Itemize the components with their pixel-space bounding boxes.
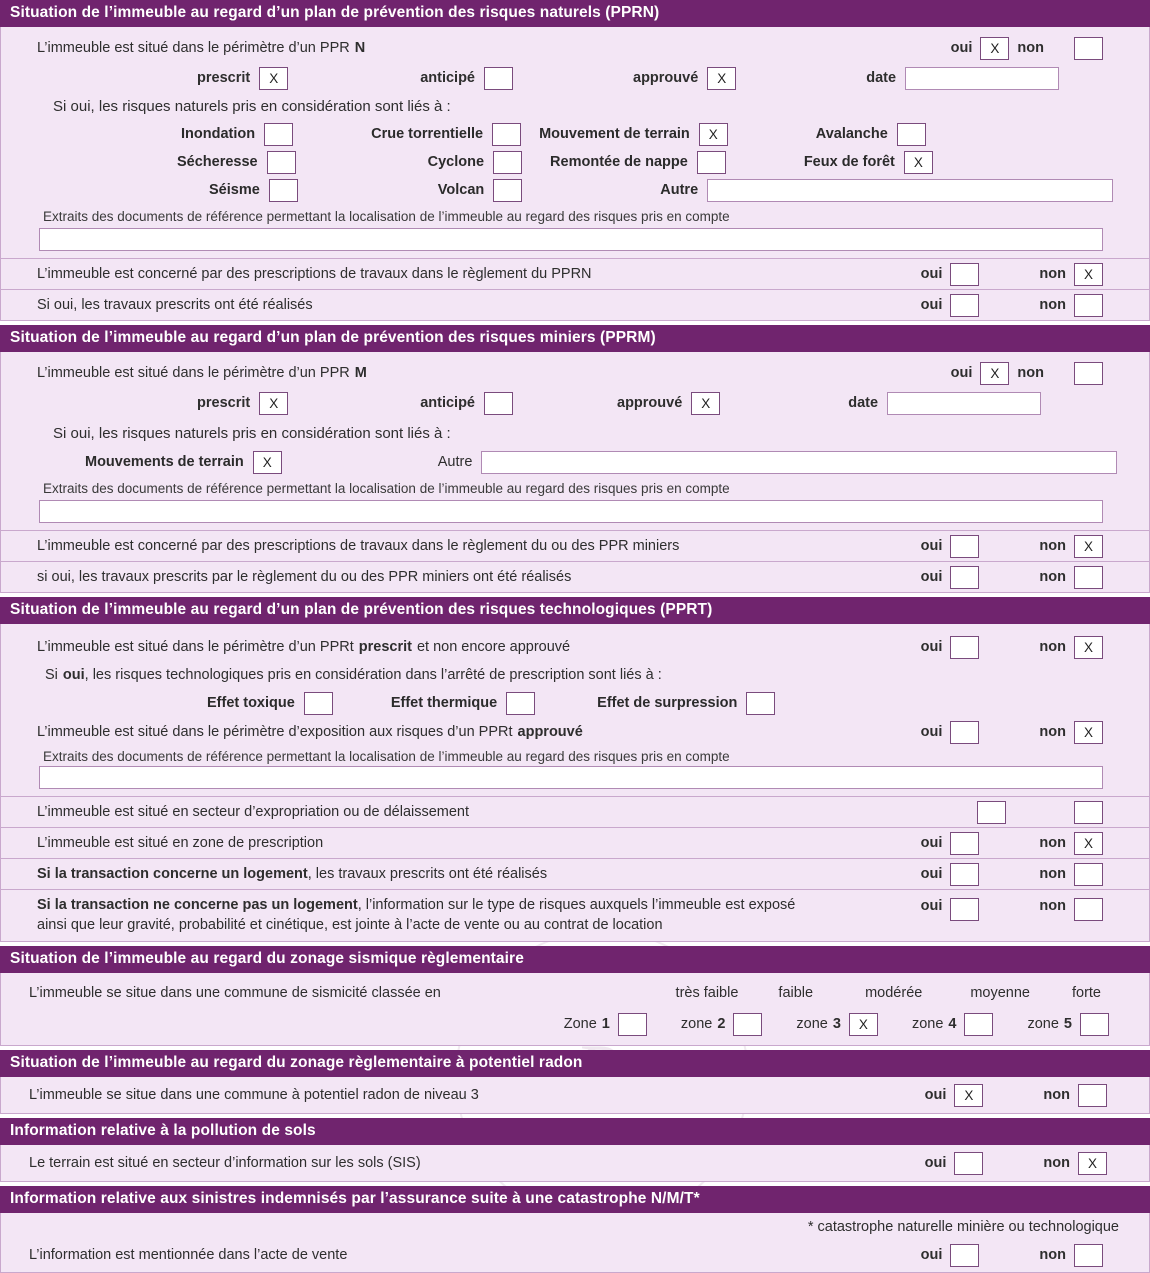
sinistres-note-row (1, 1213, 1149, 1238)
pprm-approuve-checkbox[interactable]: X (691, 392, 720, 415)
pprm-prescriptions-non-label: non (1039, 538, 1066, 554)
pprm-status-row (1, 388, 1149, 418)
pprn-travaux-row (1, 289, 1149, 320)
pprt-effet-label-thermique: Effet thermique (390, 695, 498, 711)
pprn-travaux-oui-label: oui (920, 297, 943, 313)
pprm-perimetre-oui-label: oui (950, 365, 973, 381)
pprn-travaux-label: Si oui, les travaux prescrits ont été réalisés (37, 297, 313, 313)
pprn-risk-checkbox-crue-torrentielle[interactable] (492, 123, 521, 146)
pprn-risks-row-3 (1, 176, 1149, 204)
pprn-perimetre-non-label: non (1017, 40, 1044, 56)
pprt-zone-prescription-label: L’immeuble est situé en zone de prescription (37, 835, 324, 851)
pprm-prescrit-checkbox[interactable]: X (259, 392, 288, 415)
sismique-zone-checkbox-5[interactable] (1080, 1013, 1109, 1036)
pprn-risk-checkbox-cyclone[interactable] (493, 151, 522, 174)
pprn-siqui-label: Si oui, les risques naturels pris en considération sont liés à : (53, 98, 451, 115)
pollution-line1-label: Le terrain est situé en secteur d’information sur les sols (SIS) (29, 1155, 421, 1171)
pprt-extraits-row (1, 746, 1149, 766)
sismique-zone-number-2: 2 (717, 1016, 726, 1032)
pprt-pas-logement-non-checkbox[interactable] (1074, 898, 1103, 921)
pprm-perimetre-label: L’immeuble est situé dans le périmètre d’un PPR (37, 365, 350, 381)
pprn-risk-checkbox-feux-de-foret[interactable]: X (904, 151, 933, 174)
sismique-zone-number-3: 3 (832, 1016, 841, 1032)
pprn-prescriptions-oui-checkbox[interactable] (950, 263, 979, 286)
pprm-prescriptions-row (1, 530, 1149, 561)
pprm-extraits-label: Extraits des documents de référence permettant la localisation de l’immeuble au regard des risques pris en compte (43, 480, 730, 496)
pprn-prescrit-checkbox[interactable]: X (259, 67, 288, 90)
pprn-perimetre-label: L’immeuble est situé dans le périmètre d’un PPR (37, 40, 350, 56)
sismique-zone-number-1: 1 (601, 1016, 610, 1032)
pprm-anticipe-label: anticipé (420, 395, 475, 411)
pprt-extraits-label: Extraits des documents de référence permettant la localisation de l’immeuble au regard des risques pris en compte (43, 748, 730, 764)
pprm-perimetre-non-label: non (1017, 365, 1044, 381)
section-header-sismique: Situation de l’immeuble au regard du zonage sismique règlementaire (0, 946, 1150, 973)
pprt-si-label: Si (45, 667, 58, 683)
pprn-risk-checkbox-volcan[interactable] (493, 179, 522, 202)
pprn-risk-label-feux-de-foret: Feux de forêt (803, 154, 895, 170)
sinistres-oui-checkbox[interactable] (950, 1244, 979, 1267)
pprn-anticipe-label: anticipé (420, 70, 475, 86)
sismique-line1-label: L’immeuble se situe dans une commune de sismicité classée en (29, 985, 441, 1001)
pprn-status-row (1, 63, 1149, 93)
pprn-perimetre-oui-checkbox[interactable]: X (980, 37, 1009, 60)
section-header-pprn: Situation de l’immeuble au regard d’un plan de prévention des risques naturels (PPRN) (0, 0, 1150, 27)
pprn-extraits-field[interactable] (39, 228, 1103, 251)
pprt-pas-logement-row (1, 889, 1149, 941)
pprt-perimetre-prescrit-bold: prescrit (358, 639, 412, 655)
sinistres-oui-label: oui (920, 1247, 943, 1263)
pprn-risk-label-secheresse: Sécheresse (177, 154, 258, 170)
pprt-effet-checkbox-surpression[interactable] (746, 692, 775, 715)
pprm-siqui-label: Si oui, les risques naturels pris en considération sont liés à : (53, 424, 451, 442)
sismique-zones-row (1, 1008, 1149, 1045)
pprn-perimetre-row (1, 27, 1149, 63)
sismique-zone-checkbox-4[interactable] (964, 1013, 993, 1036)
pprt-pas-logement-non-label: non (1039, 898, 1066, 914)
pollution-non-label: non (1043, 1155, 1070, 1171)
pprt-si-rest: , les risques technologiques pris en considération dans l’arrêté de prescription sont liés à : (84, 667, 662, 683)
pprt-perimetre-approuve-label: L’immeuble est situé dans le périmètre d’exposition aux risques d’un PPRt (37, 724, 513, 740)
section-header-sinistres: Information relative aux sinistres indemnisés par l’assurance suite à une catastrophe N/M/T* (0, 1186, 1150, 1213)
pprt-zone-prescription-non-checkbox[interactable]: X (1074, 832, 1103, 855)
sismique-zone-number-5: 5 (1063, 1016, 1072, 1032)
pprm-perimetre-non-checkbox[interactable] (1074, 362, 1103, 385)
pprm-perimetre-oui-checkbox[interactable]: X (980, 362, 1009, 385)
pprn-risk-checkbox-seisme[interactable] (269, 179, 298, 202)
pprt-perimetre-approuve-bold: approuvé (517, 724, 583, 740)
section-body-pprt (0, 624, 1150, 942)
pprt-expropriation-row (1, 796, 1149, 827)
pprn-date-label: date (866, 70, 897, 86)
section-header-radon: Situation de l’immeuble au regard du zonage règlementaire à potentiel radon (0, 1050, 1150, 1077)
pprm-travaux-label: si oui, les travaux prescrits par le règlement du ou des PPR miniers ont été réalisés (37, 569, 572, 585)
pprn-approuve-label: approuvé (633, 70, 699, 86)
sinistres-line1-row (1, 1238, 1149, 1272)
pprm-autre-label: Autre (437, 454, 473, 470)
pprt-perimetre-prescrit-non-label: non (1039, 639, 1066, 655)
pprt-logement-label-bold: Si la transaction concerne un logement (37, 866, 308, 882)
pprn-travaux-oui-checkbox[interactable] (950, 294, 979, 317)
pprn-prescriptions-row (1, 258, 1149, 289)
pprn-risk-label-avalanche: Avalanche (815, 126, 888, 142)
pprm-approuve-label: approuvé (617, 395, 683, 411)
pprn-risk-label-volcan: Volcan (437, 182, 485, 198)
sismique-zone-prefix-1: Zone (563, 1016, 597, 1032)
pprn-risks-row-1 (1, 120, 1149, 148)
sismique-line1-row (1, 973, 1149, 1008)
pprm-extraits-row (1, 476, 1149, 500)
pprt-si-oui-row (1, 662, 1149, 688)
pprn-prescriptions-oui-label: oui (920, 266, 943, 282)
pprm-perimetre-label-bold: M (354, 365, 367, 381)
pprt-perimetre-approuve-row (1, 718, 1149, 746)
pprt-pas-logement-oui-checkbox[interactable] (950, 898, 979, 921)
sismique-level-name-5: forte (1071, 985, 1101, 1001)
pprn-risk-checkbox-secheresse[interactable] (267, 151, 296, 174)
pprm-prescriptions-oui-label: oui (920, 538, 943, 554)
pollution-line1-row (1, 1145, 1149, 1181)
section-body-pprm (0, 352, 1150, 593)
pprn-risk-checkbox-avalanche[interactable] (897, 123, 926, 146)
sismique-level-name-4: moyenne (970, 985, 1030, 1001)
pprm-perimetre-row (1, 352, 1149, 388)
pprn-perimetre-label-bold: N (354, 40, 366, 56)
pprm-travaux-oui-checkbox[interactable] (950, 566, 979, 589)
section-body-sinistres (0, 1213, 1150, 1273)
section-header-pprm: Situation de l’immeuble au regard d’un plan de prévention des risques miniers (PPRM) (0, 325, 1150, 352)
sinistres-note-label: * catastrophe naturelle minière ou technologique (807, 1219, 1119, 1235)
pprt-perimetre-prescrit-non-checkbox[interactable]: X (1074, 636, 1103, 659)
sismique-zone-number-4: 4 (948, 1016, 957, 1032)
pprm-prescriptions-oui-checkbox[interactable] (950, 535, 979, 558)
pprn-extraits-row (1, 204, 1149, 228)
pprm-mouvements-label: Mouvements de terrain (85, 454, 244, 470)
pprm-date-field[interactable] (887, 392, 1041, 415)
pprn-perimetre-non-checkbox[interactable] (1074, 37, 1103, 60)
pprm-anticipe-checkbox[interactable] (484, 392, 513, 415)
pprt-perimetre-approuve-oui-checkbox[interactable] (950, 721, 979, 744)
pprt-zone-prescription-oui-checkbox[interactable] (950, 832, 979, 855)
radon-line1-row (1, 1077, 1149, 1113)
pprn-prescriptions-non-checkbox[interactable]: X (1074, 263, 1103, 286)
pprm-risks-row (1, 448, 1149, 476)
pprm-travaux-non-label: non (1039, 569, 1066, 585)
pprt-perimetre-approuve-oui-label: oui (920, 724, 943, 740)
pprm-prescriptions-label: L’immeuble est concerné par des prescriptions de travaux dans le règlement du ou des PPR miniers (37, 538, 680, 554)
pprt-logement-oui-label: oui (920, 866, 943, 882)
radon-line1-label: L’immeuble se situe dans une commune à potentiel radon de niveau 3 (29, 1087, 479, 1103)
sismique-zone-prefix-3: zone (796, 1016, 828, 1032)
pprt-perimetre-approuve-non-checkbox[interactable]: X (1074, 721, 1103, 744)
pprm-mouvements-checkbox[interactable]: X (253, 451, 282, 474)
sinistres-non-label: non (1039, 1247, 1066, 1263)
pprm-travaux-oui-label: oui (920, 569, 943, 585)
pprt-perimetre-prescrit-oui-checkbox[interactable] (950, 636, 979, 659)
pprt-perimetre-approuve-non-label: non (1039, 724, 1066, 740)
pprt-logement-row (1, 858, 1149, 889)
pprn-risk-label-cyclone: Cyclone (427, 154, 485, 170)
radon-non-label: non (1043, 1087, 1070, 1103)
pprn-prescriptions-label: L’immeuble est concerné par des prescriptions de travaux dans le règlement du PPRN (37, 266, 592, 282)
pprn-autre-field[interactable] (707, 179, 1113, 202)
section-body-pprn (0, 27, 1150, 321)
pprn-risk-checkbox-inondation[interactable] (264, 123, 293, 146)
pprt-extraits-field[interactable] (39, 766, 1103, 789)
pprt-effets-row (1, 688, 1149, 718)
section-body-radon (0, 1077, 1150, 1114)
pprn-perimetre-oui-label: oui (950, 40, 973, 56)
sismique-zone-checkbox-3[interactable]: X (849, 1013, 878, 1036)
pprn-prescrit-label: prescrit (197, 70, 251, 86)
pprm-travaux-non-checkbox[interactable] (1074, 566, 1103, 589)
pprt-perimetre-prescrit-row (1, 624, 1149, 662)
pprt-zone-prescription-non-label: non (1039, 835, 1066, 851)
pprn-anticipe-checkbox[interactable] (484, 67, 513, 90)
pprt-perimetre-prescrit-oui-label: oui (920, 639, 943, 655)
pprn-risk-label-remontee-de-nappe: Remontée de nappe (550, 154, 688, 170)
pprt-expropriation-oui-checkbox[interactable] (977, 801, 1006, 824)
pprt-perimetre-prescrit-rest: et non encore approuvé (416, 639, 571, 655)
radon-oui-checkbox[interactable]: X (954, 1084, 983, 1107)
pprn-travaux-non-checkbox[interactable] (1074, 294, 1103, 317)
pprm-siqui-row (1, 418, 1149, 448)
pprn-prescriptions-non-label: non (1039, 266, 1066, 282)
pprn-date-field[interactable] (905, 67, 1059, 90)
pprn-risk-label-seisme: Séisme (209, 182, 260, 198)
pprt-perimetre-prescrit-label: L’immeuble est situé dans le périmètre d’un PPRt (37, 639, 354, 655)
pprt-expropriation-non-checkbox[interactable] (1074, 801, 1103, 824)
pprt-logement-oui-checkbox[interactable] (950, 863, 979, 886)
sismique-zone-prefix-5: zone (1027, 1016, 1059, 1032)
sismique-zone-checkbox-2[interactable] (733, 1013, 762, 1036)
sismique-zone-prefix-4: zone (911, 1016, 944, 1032)
pprt-expropriation-label: L’immeuble est situé en secteur d’expropriation ou de délaissement (37, 804, 470, 820)
pprt-effet-checkbox-thermique[interactable] (506, 692, 535, 715)
pprt-pas-logement-oui-label: oui (920, 898, 943, 914)
pprt-effet-checkbox-toxique[interactable] (304, 692, 333, 715)
sismique-zone-checkbox-1[interactable] (618, 1013, 647, 1036)
pprt-logement-non-label: non (1039, 866, 1066, 882)
pprn-autre-label: Autre (660, 182, 699, 198)
pprt-pas-logement-label-bold: Si la transaction ne concerne pas un logement (37, 897, 358, 913)
section-body-sismique (0, 973, 1150, 1046)
pprm-extraits-field[interactable] (39, 500, 1103, 523)
sismique-level-name-2: faible (778, 985, 814, 1001)
radon-non-checkbox[interactable] (1078, 1084, 1107, 1107)
sismique-level-name-1: très faible (675, 985, 739, 1001)
pprn-risks-row-2 (1, 148, 1149, 176)
pprm-prescriptions-non-checkbox[interactable]: X (1074, 535, 1103, 558)
pprn-risk-label-inondation: Inondation (181, 126, 256, 142)
pprm-date-label: date (848, 395, 879, 411)
pprt-effet-label-toxique: Effet toxique (207, 695, 295, 711)
section-header-pprt: Situation de l’immeuble au regard d’un plan de prévention des risques technologiques (PPRT) (0, 597, 1150, 624)
section-body-pollution (0, 1145, 1150, 1182)
pprn-risk-label-crue-torrentielle: Crue torrentielle (371, 126, 484, 142)
pprt-effet-label-surpression: Effet de surpression (597, 695, 738, 711)
pprt-logement-label-rest: , les travaux prescrits ont été réalisés (307, 866, 548, 882)
sinistres-non-checkbox[interactable] (1074, 1244, 1103, 1267)
pprn-extraits-label: Extraits des documents de référence permettant la localisation de l’immeuble au regard des risques pris en compte (43, 208, 730, 224)
pprn-travaux-non-label: non (1039, 297, 1066, 313)
pollution-oui-checkbox[interactable] (954, 1152, 983, 1175)
pprt-zone-prescription-oui-label: oui (920, 835, 943, 851)
sinistres-line1-label: L’information est mentionnée dans l’acte de vente (29, 1247, 348, 1263)
pprm-autre-field[interactable] (481, 451, 1117, 474)
pprt-pas-logement-label-rest: , l’information sur le type de risques auxquels l’immeuble est exposé (357, 897, 796, 913)
pprt-pas-logement-label-line2: ainsi que leur gravité, probabilité et cinétique, est jointe à l’acte de vente ou au contrat de location (37, 917, 663, 933)
sismique-level-name-3: modérée (865, 985, 923, 1001)
pprn-risk-checkbox-remontee-de-nappe[interactable] (697, 151, 726, 174)
pprt-si-bold: oui (62, 667, 85, 683)
pprt-zone-prescription-row (1, 827, 1149, 858)
pprn-risk-checkbox-mouvement-de-terrain[interactable]: X (699, 123, 728, 146)
pollution-non-checkbox[interactable]: X (1078, 1152, 1107, 1175)
pprn-approuve-checkbox[interactable]: X (707, 67, 736, 90)
sismique-zone-prefix-2: zone (680, 1016, 713, 1032)
section-header-pollution: Information relative à la pollution de sols (0, 1118, 1150, 1145)
pprn-siqui-row (1, 93, 1149, 120)
pprm-prescrit-label: prescrit (197, 395, 251, 411)
pollution-oui-label: oui (924, 1155, 947, 1171)
radon-oui-label: oui (924, 1087, 947, 1103)
pprn-risk-label-mouvement-de-terrain: Mouvement de terrain (539, 126, 690, 142)
pprt-logement-non-checkbox[interactable] (1074, 863, 1103, 886)
pprm-travaux-row (1, 561, 1149, 592)
